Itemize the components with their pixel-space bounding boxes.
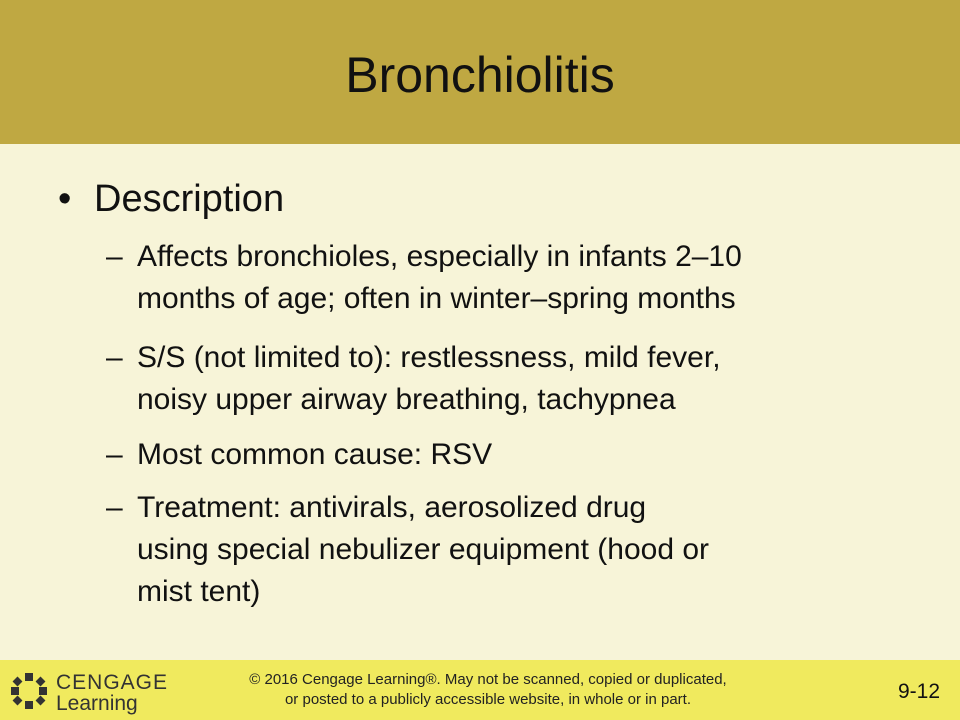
slide-footer [0, 660, 960, 720]
slide-title: Bronchiolitis [345, 47, 615, 103]
subbullet-symptoms [106, 337, 926, 421]
copyright-notice [228, 670, 748, 710]
logo-text-cengage: CENGAGE [56, 671, 169, 694]
subbullet-affects [106, 236, 926, 320]
copyright-line: or posted to a publicly accessible website, in whole or in part. [284, 691, 692, 708]
dash-icon: – [106, 491, 123, 524]
subbullet-line: months of age; often in winter–spring months [137, 282, 736, 315]
subbullet-line: S/S (not limited to): restlessness, mild fever, [137, 341, 721, 374]
subbullet-line: Affects bronchioles, especially in infants 2–10 [137, 240, 742, 273]
logo-text-learning: Learning [56, 692, 138, 715]
subbullet-line: Treatment: antivirals, aerosolized drug [137, 491, 647, 524]
dash-icon: – [106, 438, 123, 471]
dash-icon: – [106, 341, 123, 374]
subbullet-line: noisy upper airway breathing, tachypnea [137, 383, 676, 416]
page-number: 9-12 [897, 680, 940, 703]
subbullet-line: using special nebulizer equipment (hood or [137, 533, 710, 566]
subbullet-cause [106, 434, 926, 476]
subbullet-line: Most common cause: RSV [137, 438, 493, 471]
bullet-text: Description [94, 178, 285, 220]
subbullet-treatment [106, 487, 926, 613]
bullet-description [58, 175, 284, 223]
cengage-logo [10, 668, 185, 714]
bullet-dot-icon: • [58, 178, 72, 220]
cengage-logo-icon [10, 672, 48, 710]
copyright-line: © 2016 Cengage Learning®. May not be scanned, copied or duplicated, [249, 671, 727, 688]
dash-icon: – [106, 240, 123, 273]
subbullet-line: mist tent) [137, 575, 261, 608]
